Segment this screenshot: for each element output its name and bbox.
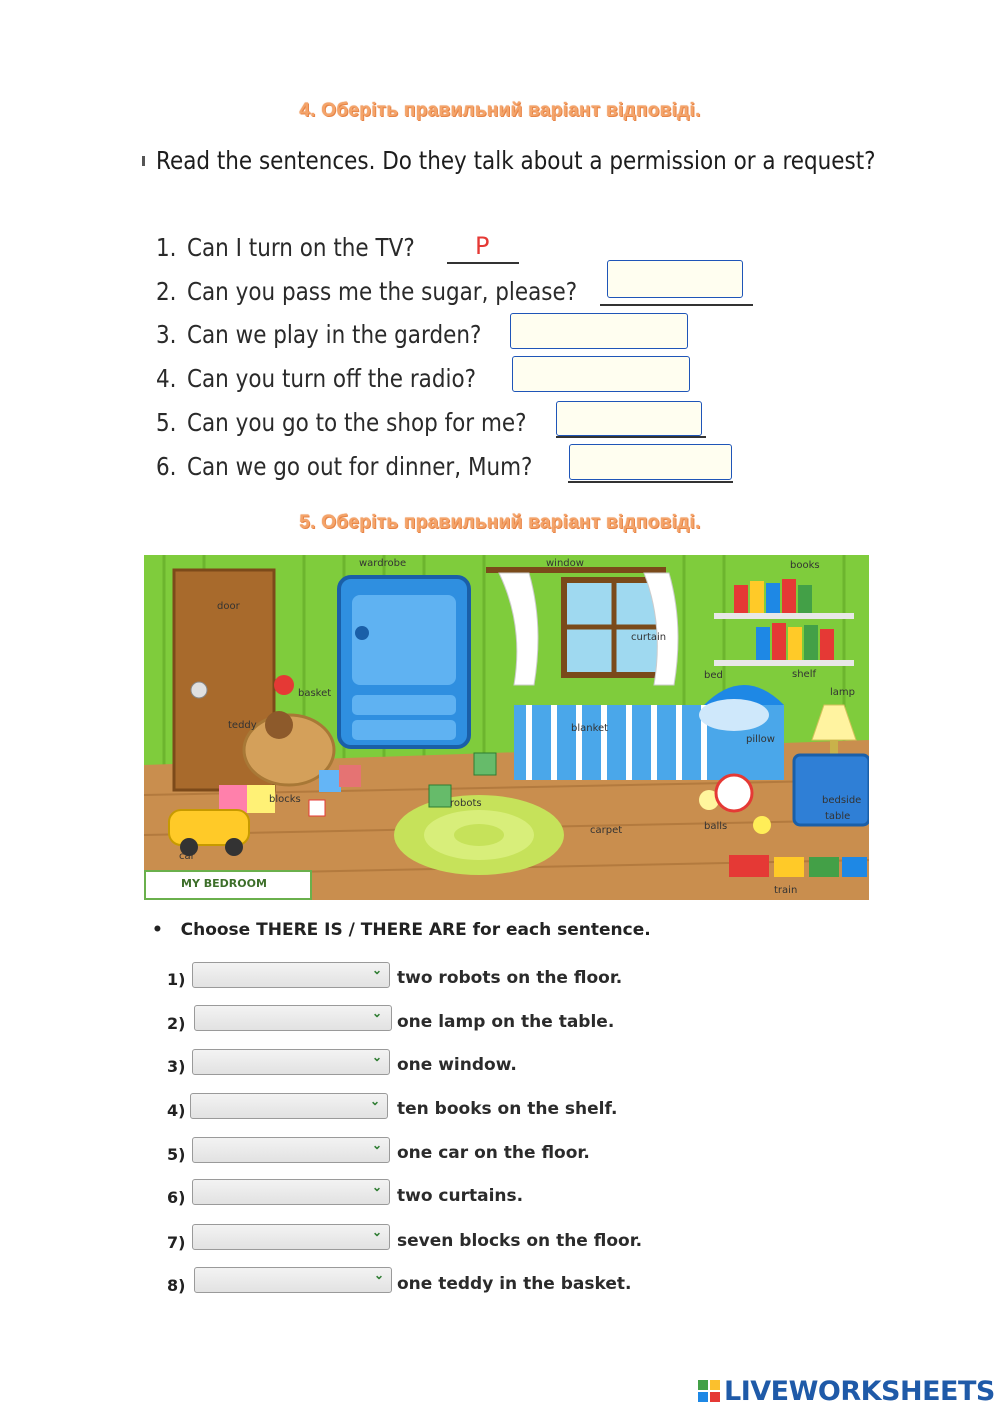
label-teddy: teddy <box>228 720 257 731</box>
question-3 <box>156 320 481 349</box>
question-text: Can we play in the garden? <box>186 320 482 349</box>
question-text: Can I turn on the TV? <box>186 233 415 262</box>
label-shelf: shelf <box>792 669 816 680</box>
row-5-select[interactable] <box>192 1137 390 1163</box>
label-car: car <box>179 851 195 862</box>
answer-5-input[interactable] <box>556 401 702 436</box>
row-2-text: one lamp on the table. <box>397 1012 615 1032</box>
answer-1-value: P <box>475 232 490 260</box>
label-train: train <box>774 885 798 896</box>
row-6-select[interactable] <box>192 1179 390 1205</box>
row-4-text: ten books on the shelf. <box>397 1099 618 1119</box>
row-4-number: 4) <box>167 1101 186 1120</box>
chevron-down-icon: ⌄ <box>372 1138 383 1152</box>
question-number: 2. <box>156 277 177 306</box>
chevron-down-icon: ⌄ <box>372 1180 383 1194</box>
row-8-select[interactable] <box>194 1267 392 1293</box>
answer-3-input[interactable] <box>510 313 688 349</box>
label-window: window <box>546 558 584 569</box>
row-6-text: two curtains. <box>397 1186 524 1206</box>
label-wardrobe: wardrobe <box>359 558 407 569</box>
answer-line <box>556 436 706 438</box>
question-5 <box>156 408 527 437</box>
answer-line <box>600 304 753 306</box>
row-7-number: 7) <box>167 1233 186 1252</box>
label-basket: basket <box>298 688 332 699</box>
row-5-text: one car on the floor. <box>397 1143 590 1163</box>
chevron-down-icon: ⌄ <box>372 1006 383 1020</box>
answer-4-input[interactable] <box>512 356 690 392</box>
question-text: Can you go to the shop for me? <box>186 408 527 437</box>
question-4 <box>156 364 476 393</box>
label-balls: balls <box>704 821 728 832</box>
scene-title: MY BEDROOM <box>181 877 267 890</box>
label-books: books <box>790 560 820 571</box>
label-carpet: carpet <box>590 825 623 836</box>
row-8-number: 8) <box>167 1276 186 1295</box>
row-2-select[interactable] <box>194 1005 392 1031</box>
label-table: table <box>825 811 851 822</box>
row-4-select[interactable] <box>190 1093 388 1119</box>
answer-6-input[interactable] <box>569 444 732 480</box>
label-bedside: bedside <box>822 795 862 806</box>
liveworksheets-logo-icon <box>698 1380 720 1402</box>
question-2 <box>156 277 577 306</box>
question-text: Can you turn off the radio? <box>186 364 477 393</box>
label-lamp: lamp <box>830 687 855 698</box>
row-1-number: 1) <box>167 970 186 989</box>
choose-instruction: • Choose THERE IS / THERE ARE for each sentence. <box>152 920 651 940</box>
row-7-text: seven blocks on the floor. <box>397 1231 643 1251</box>
choose-instruction-text: Choose THERE IS / THERE ARE for each sentence. <box>180 920 651 940</box>
label-curtain: curtain <box>631 632 667 643</box>
question-number: 4. <box>156 364 177 393</box>
chevron-down-icon: ⌄ <box>372 963 383 977</box>
section-4-heading: 4. Оберіть правильний варіант відповіді. <box>299 100 701 121</box>
row-7-select[interactable] <box>192 1224 390 1250</box>
question-text: Can you pass me the sugar, please? <box>186 277 578 306</box>
question-6 <box>156 452 532 481</box>
label-robots: robots <box>450 798 482 809</box>
chevron-down-icon: ⌄ <box>372 1050 383 1064</box>
label-bed: bed <box>704 670 723 681</box>
question-number: 5. <box>156 408 177 437</box>
label-blocks: blocks <box>269 794 301 805</box>
chevron-down-icon: ⌄ <box>370 1094 381 1108</box>
answer-line <box>447 262 519 264</box>
row-3-number: 3) <box>167 1057 186 1076</box>
row-1-text: two robots on the floor. <box>397 968 623 988</box>
question-text: Can we go out for dinner, Mum? <box>186 452 533 481</box>
answer-2-input[interactable] <box>607 260 743 298</box>
section-5-heading: 5. Оберіть правильний варіант відповіді. <box>299 512 701 533</box>
chevron-down-icon: ⌄ <box>374 1268 385 1282</box>
row-8-text: one teddy in the basket. <box>397 1274 632 1294</box>
label-blanket: blanket <box>571 723 609 734</box>
brand-name[interactable]: LIVEWORKSHEETS <box>724 1376 995 1407</box>
bullet-icon <box>142 156 145 166</box>
chevron-down-icon: ⌄ <box>372 1225 383 1239</box>
question-number: 3. <box>156 320 177 349</box>
bedroom-scene <box>144 555 869 900</box>
question-1 <box>156 233 415 262</box>
label-pillow: pillow <box>746 734 775 745</box>
row-3-select[interactable] <box>192 1049 390 1075</box>
question-number: 1. <box>156 233 177 262</box>
row-6-number: 6) <box>167 1188 186 1207</box>
row-2-number: 2) <box>167 1014 186 1033</box>
label-door: door <box>217 601 240 612</box>
answer-line <box>568 481 733 483</box>
row-1-select[interactable] <box>192 962 390 988</box>
section-4-instruction: Read the sentences. Do they talk about a permission or a request? <box>156 146 876 175</box>
row-3-text: one window. <box>397 1055 517 1075</box>
row-5-number: 5) <box>167 1145 186 1164</box>
question-number: 6. <box>156 452 177 481</box>
